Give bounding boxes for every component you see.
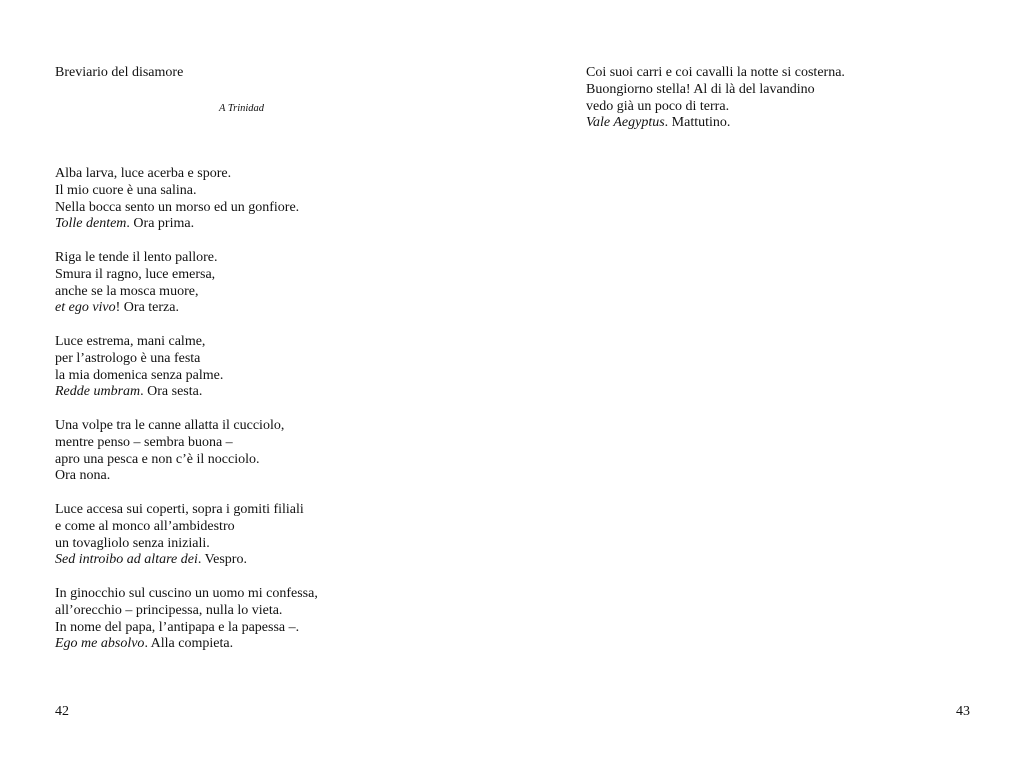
verse-line: anche se la mosca muore, [55,283,199,299]
verse-line [586,115,1006,132]
hour-label: . Alla compieta. [144,636,234,652]
page-number: 42 [55,704,69,719]
poem-body [55,166,495,653]
latin-phrase: Vale Aegyptus [586,115,665,131]
hour-label: . Ora prima. [126,216,195,232]
verse-line [55,300,495,317]
page-number: 43 [956,704,970,719]
verse-line [55,552,495,569]
verse-line: In nome del papa, l’antipapa e la papessa –. [55,619,300,635]
latin-phrase: et ego vivo [55,300,116,316]
verse-line [55,636,495,653]
verse-line: all’orecchio – principessa, nulla lo vieta. [55,602,283,618]
verse-line: Ora nona. [55,468,111,484]
verse-line: un tovagliolo senza iniziali. [55,535,210,551]
verse-line: Una volpe tra le canne allatta il cucciolo, [55,417,285,433]
hour-label: . Vespro. [197,552,247,568]
hour-label: ! Ora terza. [115,300,179,316]
verse-line: In ginocchio sul cuscino un uomo mi confessa, [55,585,318,601]
verse-line: Alba larva, luce acerba e spore. [55,166,232,181]
stanza [55,334,495,401]
verse-line: e come al monco all’ambidestro [55,518,235,534]
verse-line: Buongiorno stella! Al di là del lavandino [586,81,815,97]
verse-line [55,384,495,401]
stanza [55,502,495,569]
verse-line [55,216,495,233]
verse-line: vedo già un poco di terra. [586,98,730,114]
verse-line: Luce estrema, mani calme, [55,333,206,349]
verse-line: Luce accesa sui coperti, sopra i gomiti filiali [55,501,304,517]
verse-line: per l’astrologo è una festa [55,350,201,366]
stanza [55,586,495,653]
latin-phrase: Sed introibo ad altare dei [55,552,198,568]
hour-label: . Ora sesta. [140,384,203,400]
hour-label: . Mattutino. [664,115,731,131]
poem-title: Breviario del disamore [55,65,184,80]
stanza [55,166,495,233]
right-page [512,0,1024,770]
stanza [55,250,495,317]
verse-line: Coi suoi carri e coi cavalli la notte si costerna. [586,65,845,80]
verse-line: Riga le tende il lento pallore. [55,249,218,265]
stanza [55,418,495,485]
verse-line: Nella bocca sento un morso ed un gonfiore. [55,199,300,215]
verse-line: la mia domenica senza palme. [55,367,224,383]
verse-line: Smura il ragno, luce emersa, [55,266,216,282]
dedication: A Trinidad [219,103,265,114]
latin-phrase: Tolle dentem [55,216,127,232]
verse-line: mentre penso – sembra buona – [55,434,233,450]
latin-phrase: Redde umbram [55,384,141,400]
verse-line: apro una pesca e non c’è il nocciolo. [55,451,260,467]
stanza [586,65,1006,132]
latin-phrase: Ego me absolvo [55,636,145,652]
verse-line: Il mio cuore è una salina. [55,182,197,198]
